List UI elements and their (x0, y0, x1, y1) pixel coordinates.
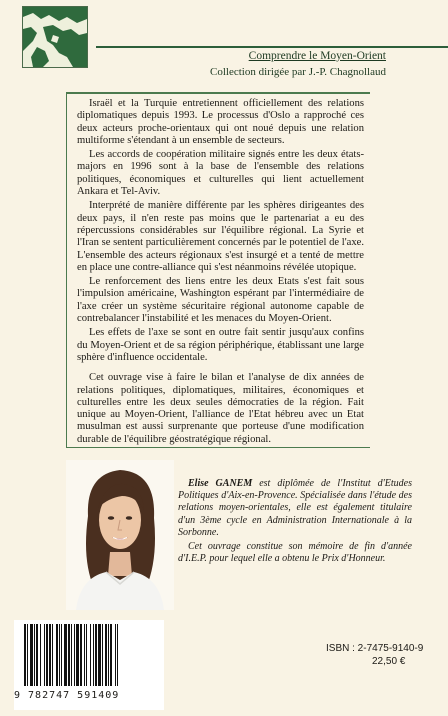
author-thesis-note: Cet ouvrage constitue son mémoire de fin d'année d'I.E.P. pour lequel elle a obtenu le Prix d'Honneur. (178, 541, 412, 565)
blurb-paragraph-5: Les effets de l'axe se sont en outre fait sentir jusqu'aux confins du Moyen-Orient et de sa région périphérique, établissant une large sphère d'influence occidentale. (77, 327, 364, 363)
map-icon (23, 7, 87, 67)
price: 22,50 € (372, 656, 406, 667)
author-bio-paragraph (178, 478, 412, 539)
author-portrait-icon (66, 460, 174, 610)
author-bio (178, 478, 412, 567)
isbn: ISBN : 2-7475-9140-9 (326, 643, 424, 654)
author-photo (66, 460, 174, 610)
blurb-paragraph-3: Interprété de manière différente par les sphères dirigeantes des deux pays, il n'en reste pas moins que le partenariat a eu des répercussions considérables sur l'équilibre régional. La Syrie et l'Iran se sentent particulièrement concernés par le potentiel de l'axe. L'ensemble des acteurs régionaux s'est insurgé et a tenté de mettre en place une contre-alliance qui s'est néanmoins révélée utopique. (77, 200, 364, 273)
blurb-frame (66, 92, 370, 448)
series-title: Comprendre le Moyen-Orient (248, 50, 386, 62)
middle-east-map-logo (22, 6, 88, 68)
blurb-paragraph-2: Les accords de coopération militaire signés entre les deux états-majors en 1996 sont à la base de l'ensemble des relations politiques, économiques et culturelles qui lient actuellement Ankara et Tel-Aviv. (77, 149, 364, 198)
barcode-digits: 9 782747 591409 (14, 690, 120, 701)
series-editor: Collection dirigée par J.-P. Chagnollaud (210, 66, 386, 78)
blurb-paragraph-4: Le renforcement des liens entre les deux Etats s'est fait sous l'impulsion américaine, Washington espérant par l'intermédiaire de l'axe créer un système sécuritaire régional autonome capable de contrebalancer l'instabilité et les menaces du Moyen-Orient. (77, 276, 364, 325)
author-name: Elise GANEM (188, 478, 253, 489)
blurb-paragraph-6: Cet ouvrage vise à faire le bilan et l'analyse de dix années de relations politiques, diplomatiques, militaires, économiques et culturelles entre les deux seules démocraties de la région. Fait unique au Moyen-Orient, l'alliance de l'Etat hébreu avec un Etat musulman est aussi surprenante que porteuse d'une modification durable de l'équilibre géostratégique régional. (77, 372, 364, 445)
blurb-paragraph-1: Israël et la Turquie entretiennent officiellement des relations diplomatiques depuis 1993. Le processus d'Oslo a rapproché ces deux acteurs proche-orientaux qui ont noué depuis une relation multiforme s'étendant à un ensemble de secteurs. (77, 98, 364, 146)
barcode-icon (14, 620, 164, 698)
series-rule (96, 46, 448, 48)
author-credentials: est diplômée de l'Institut d'Etudes Politiques d'Aix-en-Provence. Spécialisée dans l'étude des relations moyen-orientales, elle est également titulaire d'un 3ème cycle en Administration Internationale à la Sorbonne. (178, 478, 413, 538)
